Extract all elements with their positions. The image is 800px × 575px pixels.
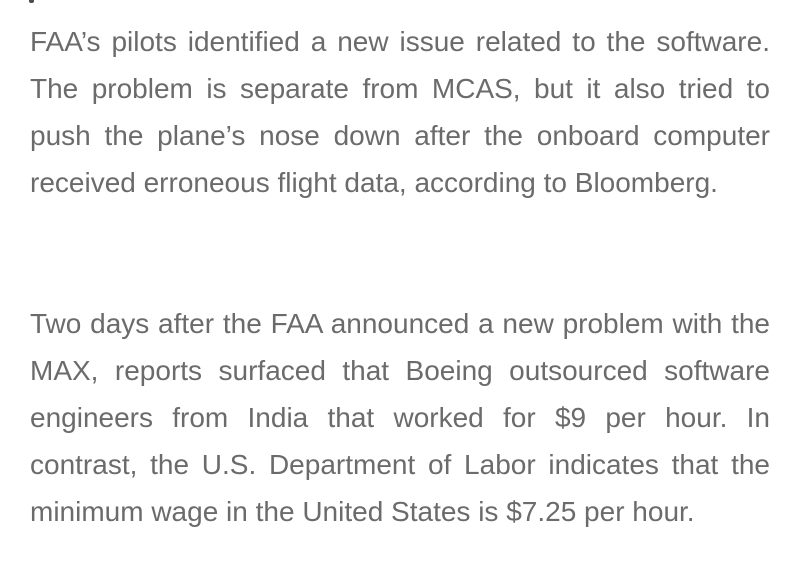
- text-line: received erroneous flight data, according to Bloomberg.: [30, 167, 718, 198]
- text-line: FAA’s pilots identified a new issue related to the software.: [30, 26, 770, 57]
- text-line: Two days after the FAA announced a new problem with the: [30, 308, 770, 339]
- cropped-text-fragment: [29, 0, 34, 3]
- paragraph-faa-software-issue: [30, 18, 770, 206]
- text-line: minimum wage in the United States is $7.25 per hour.: [30, 496, 695, 527]
- text-line: MAX, reports surfaced that Boeing outsourced software: [30, 355, 770, 386]
- text-line: engineers from India that worked for $9 per hour. In: [30, 402, 770, 433]
- article-text: [30, 18, 770, 535]
- text-line: push the plane’s nose down after the onboard computer: [30, 120, 770, 151]
- text-line: contrast, the U.S. Department of Labor indicates that the: [30, 449, 770, 480]
- text-line: The problem is separate from MCAS, but it also tried to: [30, 73, 770, 104]
- paragraph-boeing-outsourcing: [30, 300, 770, 535]
